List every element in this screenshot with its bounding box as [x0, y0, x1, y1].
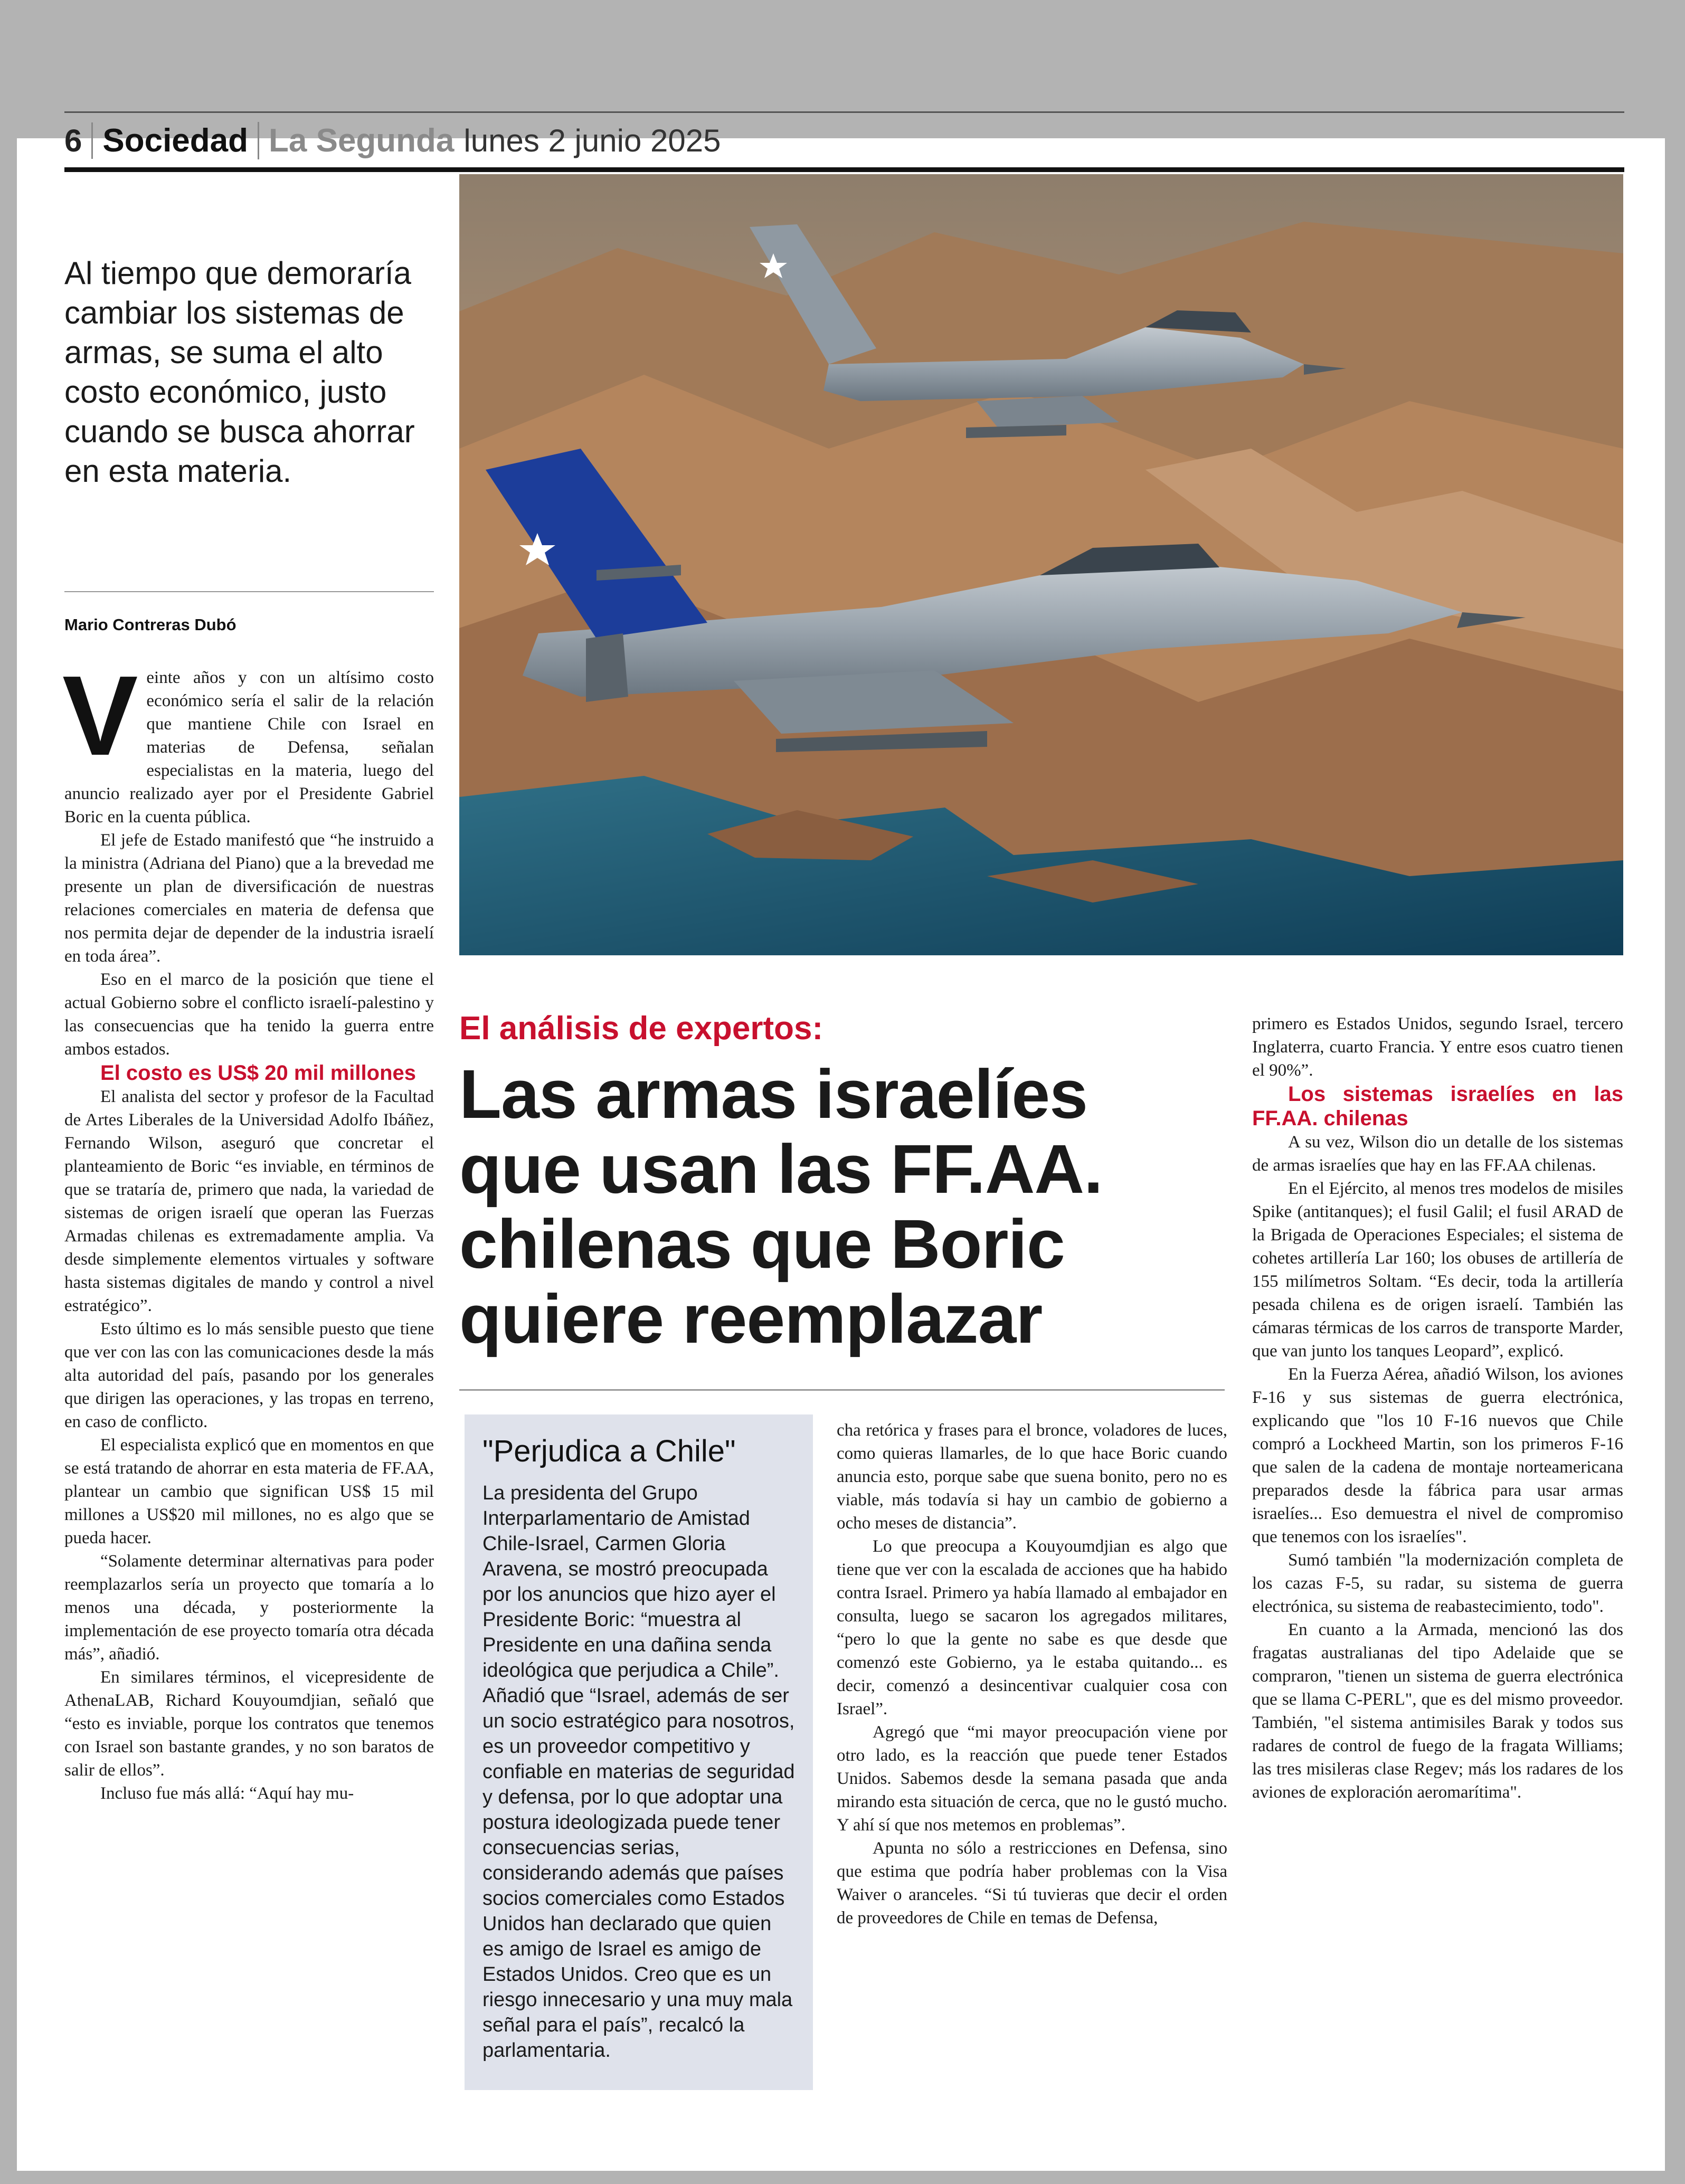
- header-top-line: [64, 111, 1624, 113]
- f16-jets-photo: [459, 174, 1623, 955]
- article-paragraph: Veinte años y con un altísimo costo económico sería el salir de la relación que mantiene Chile con Israel en materias de Defensa, señalan especialistas en la materia, luego del anuncio realizado ayer por el Presidente Gabriel Boric en la cuenta pública.: [62, 652, 434, 827]
- article-paragraph: En cuanto a la Armada, mencionó las dos fragatas australianas del tipo Adelaide que se compraron, "tienen un sistema de guerra electrónica que se llama C-PERL", que es del mismo proveedor. También, "el sistema antimisiles Barak y todos sus radares de control de fuego de la fragata Williams; las tres misileras clase Regev; más los radares de los aviones de exploración aeromarítima".: [1252, 1620, 1623, 1802]
- article-paragraph: cha retórica y frases para el bronce, voladores de luces, como quieras llamarles, de lo que hace Boric cuando anuncia esto, porque sabe que suena bonito, pero no es viable, más todavía si hay un cambio de gobierno a ocho meses de distancia”.: [837, 1421, 1227, 1533]
- page-header: [64, 108, 1624, 172]
- section-name: Sociedad: [93, 122, 259, 159]
- article-paragraph: Apunta no sólo a restricciones en Defensa, sino que estima que podría haber problemas con la Visa Waiver o aranceles. “Si tú tuvieras que decir el orden de proveedores de Chile en temas de Defensa,: [837, 1839, 1227, 1927]
- header-rule: [64, 167, 1624, 172]
- headline: Las armas israelíes que usan las FF.AA. chilenas que Boric quiere reemplazar: [459, 1055, 1103, 1357]
- byline-rule: [64, 591, 434, 592]
- issue-date: lunes 2 junio 2025: [463, 122, 721, 158]
- box-paragraph: Añadió que “Israel, además de ser un socio estratégico para nosotros, es un proveedor competitivo y confiable en materias de seguridad y defensa, por lo que adoptar una postura ideologizada puede tener consecuencias serias, considerando además que países socios comerciales como Estados Unidos han declarado que quien es amigo de Israel es amigo de Estados Unidos. Creo que es un riesgo innecesario y una muy mala señal para el país”, recalcó la parlamentaria.: [482, 1685, 795, 2062]
- article-column-4: [1252, 1012, 1623, 1804]
- kicker: El análisis de expertos:: [459, 1010, 823, 1047]
- box-paragraph: La presidenta del Grupo Interparlamentario de Amistad Chile-Israel, Carmen Gloria Aravena, se mostró preocupada por los anuncios que hizo ayer el Presidente Boric: “muestra al Presidente en una dañina senda ideológica que perjudica a Chile”.: [482, 1482, 779, 1682]
- byline: Mario Contreras Dubó: [64, 615, 236, 634]
- article-paragraph: Agregó que “mi mayor preocupación viene por otro lado, es la reacción que puede tener Estados Unidos. Sabemos desde la semana pasada que anda mirando esta situación de cerca, que no le gustó mucho. Y ahí sí que nos metemos en problemas”.: [837, 1723, 1227, 1835]
- headline-rule: [459, 1389, 1225, 1391]
- article-paragraph: El analista del sector y profesor de la Facultad de Artes Liberales de la Universidad Adolfo Ibáñez, Fernando Wilson, aseguró que concretar el planteamiento de Boric “es inviable, en términos de que se trataría de, primero que nada, la variedad de sistemas de origen israelí que operan las Fuerzas Armadas chilenas es extremadamente amplia. Va desde simplemente elementos virtuales y software hasta sistemas digitales de mando y control a nivel estratégico”.: [64, 1087, 434, 1315]
- box-title: "Perjudica a Chile": [482, 1434, 736, 1468]
- article-paragraph: Sumó también "la modernización completa de los cazas F-5, su radar, su sistema de guerra electrónica, su sistema de reabastecimiento, todo".: [1252, 1551, 1623, 1616]
- lead-summary: Al tiempo que demoraría cambiar los sistemas de armas, se suma el alto costo económico, justo cuando se busca ahorrar en esta materia.: [64, 255, 415, 489]
- subheading: El costo es US$ 20 mil millones: [100, 1061, 416, 1085]
- article-paragraph: El jefe de Estado manifestó que “he instruido a la ministra (Adriana del Piano) que a la brevedad me presente un plan de diversificación de nuestras relaciones comerciales en materia de defensa que nos permita dejar de depender de la industria israelí en toda área”.: [64, 831, 434, 966]
- article-paragraph: A su vez, Wilson dio un detalle de los sistemas de armas israelíes que hay en las FF.AA chilenas.: [1252, 1133, 1623, 1175]
- photo-illustration: [459, 174, 1623, 955]
- article-paragraph: “Solamente determinar alternativas para poder reemplazarlos sería un proyecto que tomaría a lo menos una década, y posteriormente la implementación de ese proyecto tomaría otra década más”, añadió.: [64, 1552, 434, 1664]
- sidebar-box: [465, 1414, 813, 2090]
- subheading: Los sistemas israelíes en las FF.AA. chilenas: [1252, 1082, 1623, 1130]
- article-column-1: [62, 652, 434, 1805]
- article-paragraph: Eso en el marco de la posición que tiene el actual Gobierno sobre el conflicto israelí-palestino y las consecuencias que ha tenido la guerra entre ambos estados.: [64, 970, 434, 1059]
- article-paragraph: El especialista explicó que en momentos en que se está tratando de ahorrar en esta materia de FF.AA, plantear un cambio que significan US$ 15 mil millones a US$20 mil millones, no es algo que se pueda hacer.: [64, 1436, 434, 1547]
- drop-cap: V: [62, 652, 138, 779]
- article-paragraph: En similares términos, el vicepresidente de AthenaLAB, Richard Kouyoumdjian, señaló que “esto es inviable, porque los contratos que tenemos con Israel son bastante grandes, y no son baratos de salir de ellos”.: [64, 1668, 434, 1780]
- article-paragraph: En la Fuerza Aérea, añadió Wilson, los aviones F-16 y sus sistemas de guerra electrónica, explicando que "los 10 F-16 nuevos que Chile compró a Lockheed Martin, son los primeros F-16 que salen de la cadena de montaje norteamericana preparados desde la fábrica para usar armas israelíes... Eso demuestra el nivel de compromiso que tenemos con los israelíes".: [1252, 1365, 1623, 1546]
- article-paragraph: Esto último es lo más sensible puesto que tiene que ver con las con las comunicaciones desde la más alta autoridad del país, pasando por los generales que dirigen las operaciones, y las tropas en terreno, en caso de conflicto.: [64, 1319, 434, 1431]
- article-paragraph: Lo que preocupa a Kouyoumdjian es algo que tiene que ver con la escalada de acciones que ha habido contra Israel. Primero ya había llamado al embajador en consulta, luego se sacaron los agregados militares, “pero lo que la gente no sabe es que desde que comenzó este Gobierno, ya le estaba quitando... es decir, comenzó a desincentivar cualquier cosa con Israel”.: [837, 1537, 1227, 1718]
- article-paragraph: En el Ejército, al menos tres modelos de misiles Spike (antitanques); el fusil Galil; el fusil ARAD de la Brigada de Operaciones Especiales; el sistema de cohetes artillería Lar 160; los obuses de artillería de 155 milímetros Soltam. “Es decir, toda la artillería pesada chilena es de origen israelí. También las cámaras térmicas de los carros de transporte Marder, que van junto los tanques Leopard”, explicó.: [1252, 1179, 1623, 1361]
- article-paragraph: Incluso fue más allá: “Aquí hay mu-: [100, 1784, 354, 1803]
- article-column-3: [837, 1419, 1227, 1930]
- article-paragraph: primero es Estados Unidos, segundo Israel, tercero Inglaterra, cuarto Francia. Y entre esos cuatro tienen el 90%”.: [1252, 1014, 1623, 1080]
- newspaper-name: La Segunda: [269, 122, 455, 159]
- page-number: 6: [64, 122, 93, 159]
